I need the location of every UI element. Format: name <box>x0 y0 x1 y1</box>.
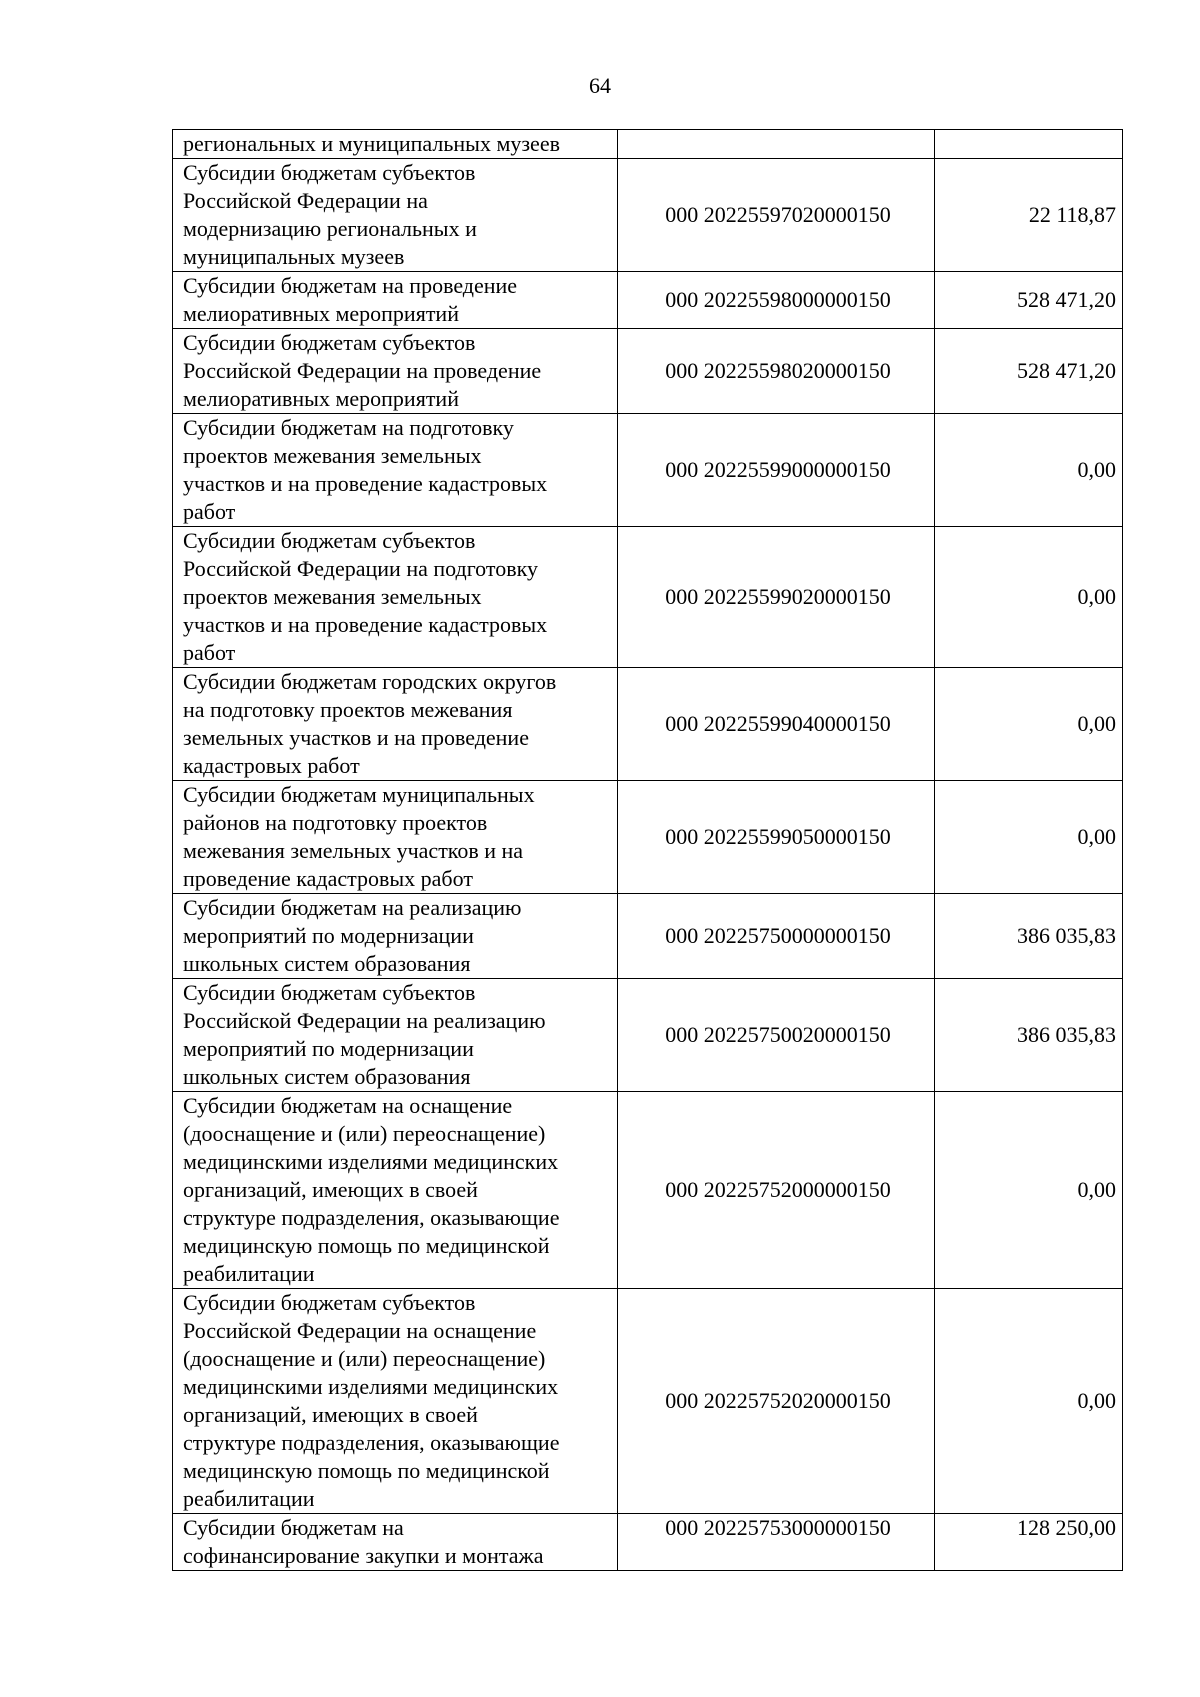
row-name: Субсидии бюджетам на проведение мелиоративных мероприятий <box>173 272 618 329</box>
row-name: Субсидии бюджетам субъектов Российской Федерации на подготовку проектов межевания земельных участков и на проведение кадастровых работ <box>173 527 618 668</box>
table-row <box>173 414 1123 527</box>
row-code: 000 20225599040000150 <box>618 668 935 781</box>
row-amount: 22 118,87 <box>935 159 1123 272</box>
row-amount: 386 035,83 <box>935 979 1123 1092</box>
table-row <box>173 1289 1123 1514</box>
row-amount: 0,00 <box>935 781 1123 894</box>
row-code: 000 20225599000000150 <box>618 414 935 527</box>
table-row <box>173 894 1123 979</box>
row-code: 000 20225752020000150 <box>618 1289 935 1514</box>
row-code: 000 20225598020000150 <box>618 329 935 414</box>
row-code: 000 20225752000000150 <box>618 1092 935 1289</box>
row-code: 000 20225750000000150 <box>618 894 935 979</box>
row-amount: 0,00 <box>935 1092 1123 1289</box>
budget-table <box>172 129 1123 1571</box>
table-row <box>173 1514 1123 1571</box>
table-row <box>173 159 1123 272</box>
row-amount: 128 250,00 <box>935 1514 1123 1571</box>
row-name: региональных и муниципальных музеев <box>173 130 618 159</box>
row-amount: 528 471,20 <box>935 272 1123 329</box>
row-code: 000 20225599050000150 <box>618 781 935 894</box>
table-row <box>173 130 1123 159</box>
row-name: Субсидии бюджетам субъектов Российской Федерации на проведение мелиоративных мероприятий <box>173 329 618 414</box>
table-row <box>173 781 1123 894</box>
row-code: 000 20225598000000150 <box>618 272 935 329</box>
row-name: Субсидии бюджетам муниципальных районов на подготовку проектов межевания земельных участков и на проведение кадастровых работ <box>173 781 618 894</box>
row-amount: 0,00 <box>935 1289 1123 1514</box>
row-name: Субсидии бюджетам на софинансирование закупки и монтажа <box>173 1514 618 1571</box>
row-name: Субсидии бюджетам субъектов Российской Федерации на оснащение (дооснащение и (или) переоснащение) медицинскими изделиями медицинских организаций, имеющих в своей структуре подразделения, оказывающие медицинскую помощь по медицинской реабилитации <box>173 1289 618 1514</box>
row-amount: 386 035,83 <box>935 894 1123 979</box>
row-code: 000 20225753000000150 <box>618 1514 935 1571</box>
row-code: 000 20225597020000150 <box>618 159 935 272</box>
row-amount: 0,00 <box>935 668 1123 781</box>
table-row <box>173 272 1123 329</box>
table-row <box>173 668 1123 781</box>
row-amount: 0,00 <box>935 414 1123 527</box>
row-code: 000 20225599020000150 <box>618 527 935 668</box>
row-name: Субсидии бюджетам на подготовку проектов межевания земельных участков и на проведение кадастровых работ <box>173 414 618 527</box>
row-amount: 528 471,20 <box>935 329 1123 414</box>
row-name: Субсидии бюджетам субъектов Российской Федерации на реализацию мероприятий по модернизации школьных систем образования <box>173 979 618 1092</box>
row-amount: 0,00 <box>935 527 1123 668</box>
row-name: Субсидии бюджетам на оснащение (дооснащение и (или) переоснащение) медицинскими изделиями медицинских организаций, имеющих в своей структуре подразделения, оказывающие медицинскую помощь по медицинской реабилитации <box>173 1092 618 1289</box>
page-number: 64 <box>589 73 611 98</box>
table-row <box>173 527 1123 668</box>
table-row <box>173 1092 1123 1289</box>
row-name: Субсидии бюджетам на реализацию мероприятий по модернизации школьных систем образования <box>173 894 618 979</box>
row-amount <box>935 130 1123 159</box>
row-code: 000 20225750020000150 <box>618 979 935 1092</box>
table-row <box>173 329 1123 414</box>
row-code <box>618 130 935 159</box>
row-name: Субсидии бюджетам субъектов Российской Федерации на модернизацию региональных и муниципальных музеев <box>173 159 618 272</box>
table-row <box>173 979 1123 1092</box>
row-name: Субсидии бюджетам городских округов на подготовку проектов межевания земельных участков и на проведение кадастровых работ <box>173 668 618 781</box>
